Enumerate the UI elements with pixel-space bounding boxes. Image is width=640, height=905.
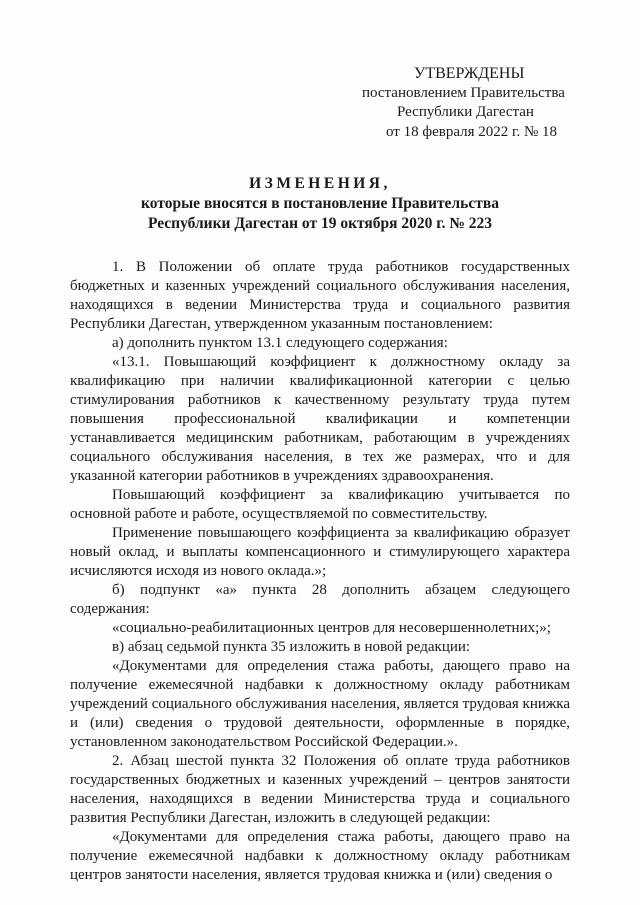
document-title [70,174,570,233]
approval-line: Республики Дагестан [397,104,534,120]
paragraph: б) подпункт «а» пункта 28 дополнить абзацем следующего содержания: [70,582,570,617]
title-subline: которые вносятся в постановление Правительства [141,195,499,212]
approval-date: от 18 февраля 2022 г. № 18 [386,123,558,140]
paragraph: «Документами для определения стажа работы, дающего право на получение ежемесячной надбавки к должностному окладу работникам центров занятости населения, является трудовая книжка и (или) сведения о [70,829,570,883]
document-body [70,258,570,885]
paragraph: «Документами для определения стажа работы, дающего право на получение ежемесячной надбавки к должностному окладу работникам учреждений социального обслуживания населения, является трудовая книжка и (или) сведения о трудовой деятельности, оформленные в порядке, установленном законодательством Российской Федерации.». [70,658,570,750]
approval-stamp [360,64,600,142]
paragraph: «социально-реабилитационных центров для несовершеннолетних;»; [112,620,551,636]
paragraph: в) абзац седьмой пункта 35 изложить в новой редакции: [112,639,471,655]
paragraph: 2. Абзац шестой пункта 32 Положения об оплате труда работников государственных бюджетных и казенных учреждений – центров занятости населения, находящихся в ведении Министерства труда и социального развития Республики Дагестан, изложить в следующей редакции: [70,753,570,826]
paragraph: 1. В Положении об оплате труда работников государственных бюджетных и казенных учреждений социального обслуживания населения, находящихся в ведении Министерства труда и социального развития Республики Дагестан, утвержденном указанным постановлением: [70,259,570,332]
paragraph: «13.1. Повышающий коэффициент к должностному окладу за квалификацию при наличии квалификационной категории с целью стимулирования работников к качественному результату труда путем повышения профессиональной квалификации и компетенции устанавливается медицинским работникам, работающим в учреждениях социального обслуживания населения, в тех же размерах, что и для указанной категории работников в учреждениях здравоохранения. [70,354,570,484]
title-subline: Республики Дагестан от 19 октября 2020 г. № 223 [147,214,493,232]
approval-heading: УТВЕРЖДЕНЫ [414,65,525,82]
paragraph: Применение повышающего коэффициента за квалификацию образует новый оклад, и выплаты компенсационного и стимулирующего характера исчисляются исходя из нового оклада.»; [70,525,570,579]
paragraph: Повышающий коэффициент за квалификацию учитывается по основной работе и работе, осуществляемой по совместительству. [70,487,570,522]
approval-line: постановлением Правительства [362,84,565,101]
title-heading: ИЗМЕНЕНИЯ, [249,175,391,192]
paragraph: а) дополнить пунктом 13.1 следующего содержания: [112,335,448,351]
